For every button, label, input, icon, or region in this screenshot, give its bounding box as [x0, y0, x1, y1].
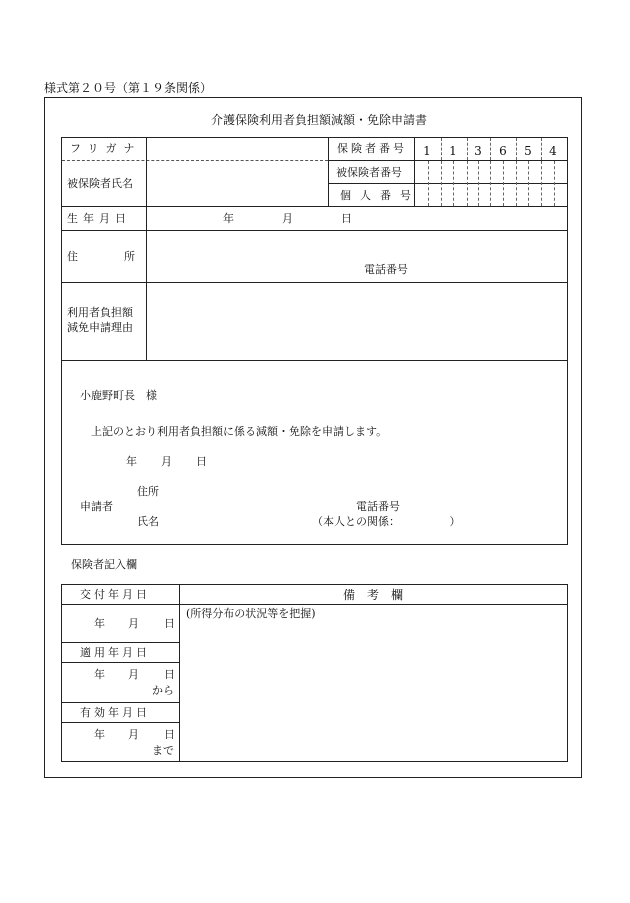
applicant-name-label: 氏名: [137, 515, 159, 528]
relation-label: （本人との関係： ）: [312, 515, 461, 528]
applicant-address-label: 住所: [137, 485, 159, 498]
valid-month: 月: [128, 728, 139, 741]
birth-day: 日: [341, 212, 352, 225]
issue-month: 月: [128, 617, 139, 630]
form-title: 介護保険利用者負担額減額・免除申請書: [211, 113, 428, 127]
issue-day: 日: [164, 617, 175, 630]
birth-year: 年: [223, 212, 234, 225]
apply-month: 月: [128, 668, 139, 681]
insurer-digit: 4: [549, 144, 557, 158]
until-label: まで: [152, 744, 174, 757]
insured-number-label: 被保険者番号: [336, 166, 402, 179]
app-day: 日: [196, 455, 207, 468]
insurer-number-label: 保険者番号: [337, 142, 407, 155]
valid-date-label: 有効年月日: [80, 706, 150, 719]
app-month: 月: [161, 455, 172, 468]
address-label: 住所: [67, 250, 181, 263]
insurer-digit: 6: [499, 144, 507, 158]
from-label: から: [152, 684, 174, 697]
addressee: 小鹿野町長 様: [80, 389, 157, 402]
phone-label: 電話番号: [364, 263, 408, 276]
insured-name-label: 被保険者氏名: [67, 177, 133, 190]
applicant-label: 申請者: [80, 500, 113, 513]
birth-date-label: 生年月日: [67, 212, 131, 225]
remarks-heading: 備 考 欄: [343, 588, 404, 602]
valid-year: 年: [94, 728, 105, 741]
form-label: 様式第２０号（第１９条関係）: [44, 81, 213, 95]
statement: 上記のとおり利用者負担額に係る減額・免除を申請します。: [91, 425, 388, 438]
issue-year: 年: [94, 617, 105, 630]
reason-label-1: 利用者負担額: [67, 306, 133, 319]
insurer-digit: 5: [524, 144, 532, 158]
apply-year: 年: [94, 668, 105, 681]
insurer-digit: 1: [423, 144, 431, 158]
furigana-label: フリガナ: [70, 142, 142, 155]
insurer-section-heading: 保険者記入欄: [71, 558, 137, 571]
apply-date-label: 適用年月日: [80, 646, 150, 659]
issue-date-label: 交付年月日: [80, 588, 150, 601]
remarks-note: (所得分布の状況等を把握): [186, 607, 316, 620]
insurer-digit: 3: [474, 144, 482, 158]
insurer-digit: 1: [449, 144, 457, 158]
applicant-phone-label: 電話番号: [356, 500, 400, 513]
valid-day: 日: [164, 728, 175, 741]
apply-day: 日: [164, 668, 175, 681]
birth-month: 月: [282, 212, 293, 225]
reason-label-2: 減免申請理由: [67, 321, 133, 334]
app-year: 年: [126, 455, 137, 468]
personal-number-label: 個人番号: [340, 189, 420, 202]
